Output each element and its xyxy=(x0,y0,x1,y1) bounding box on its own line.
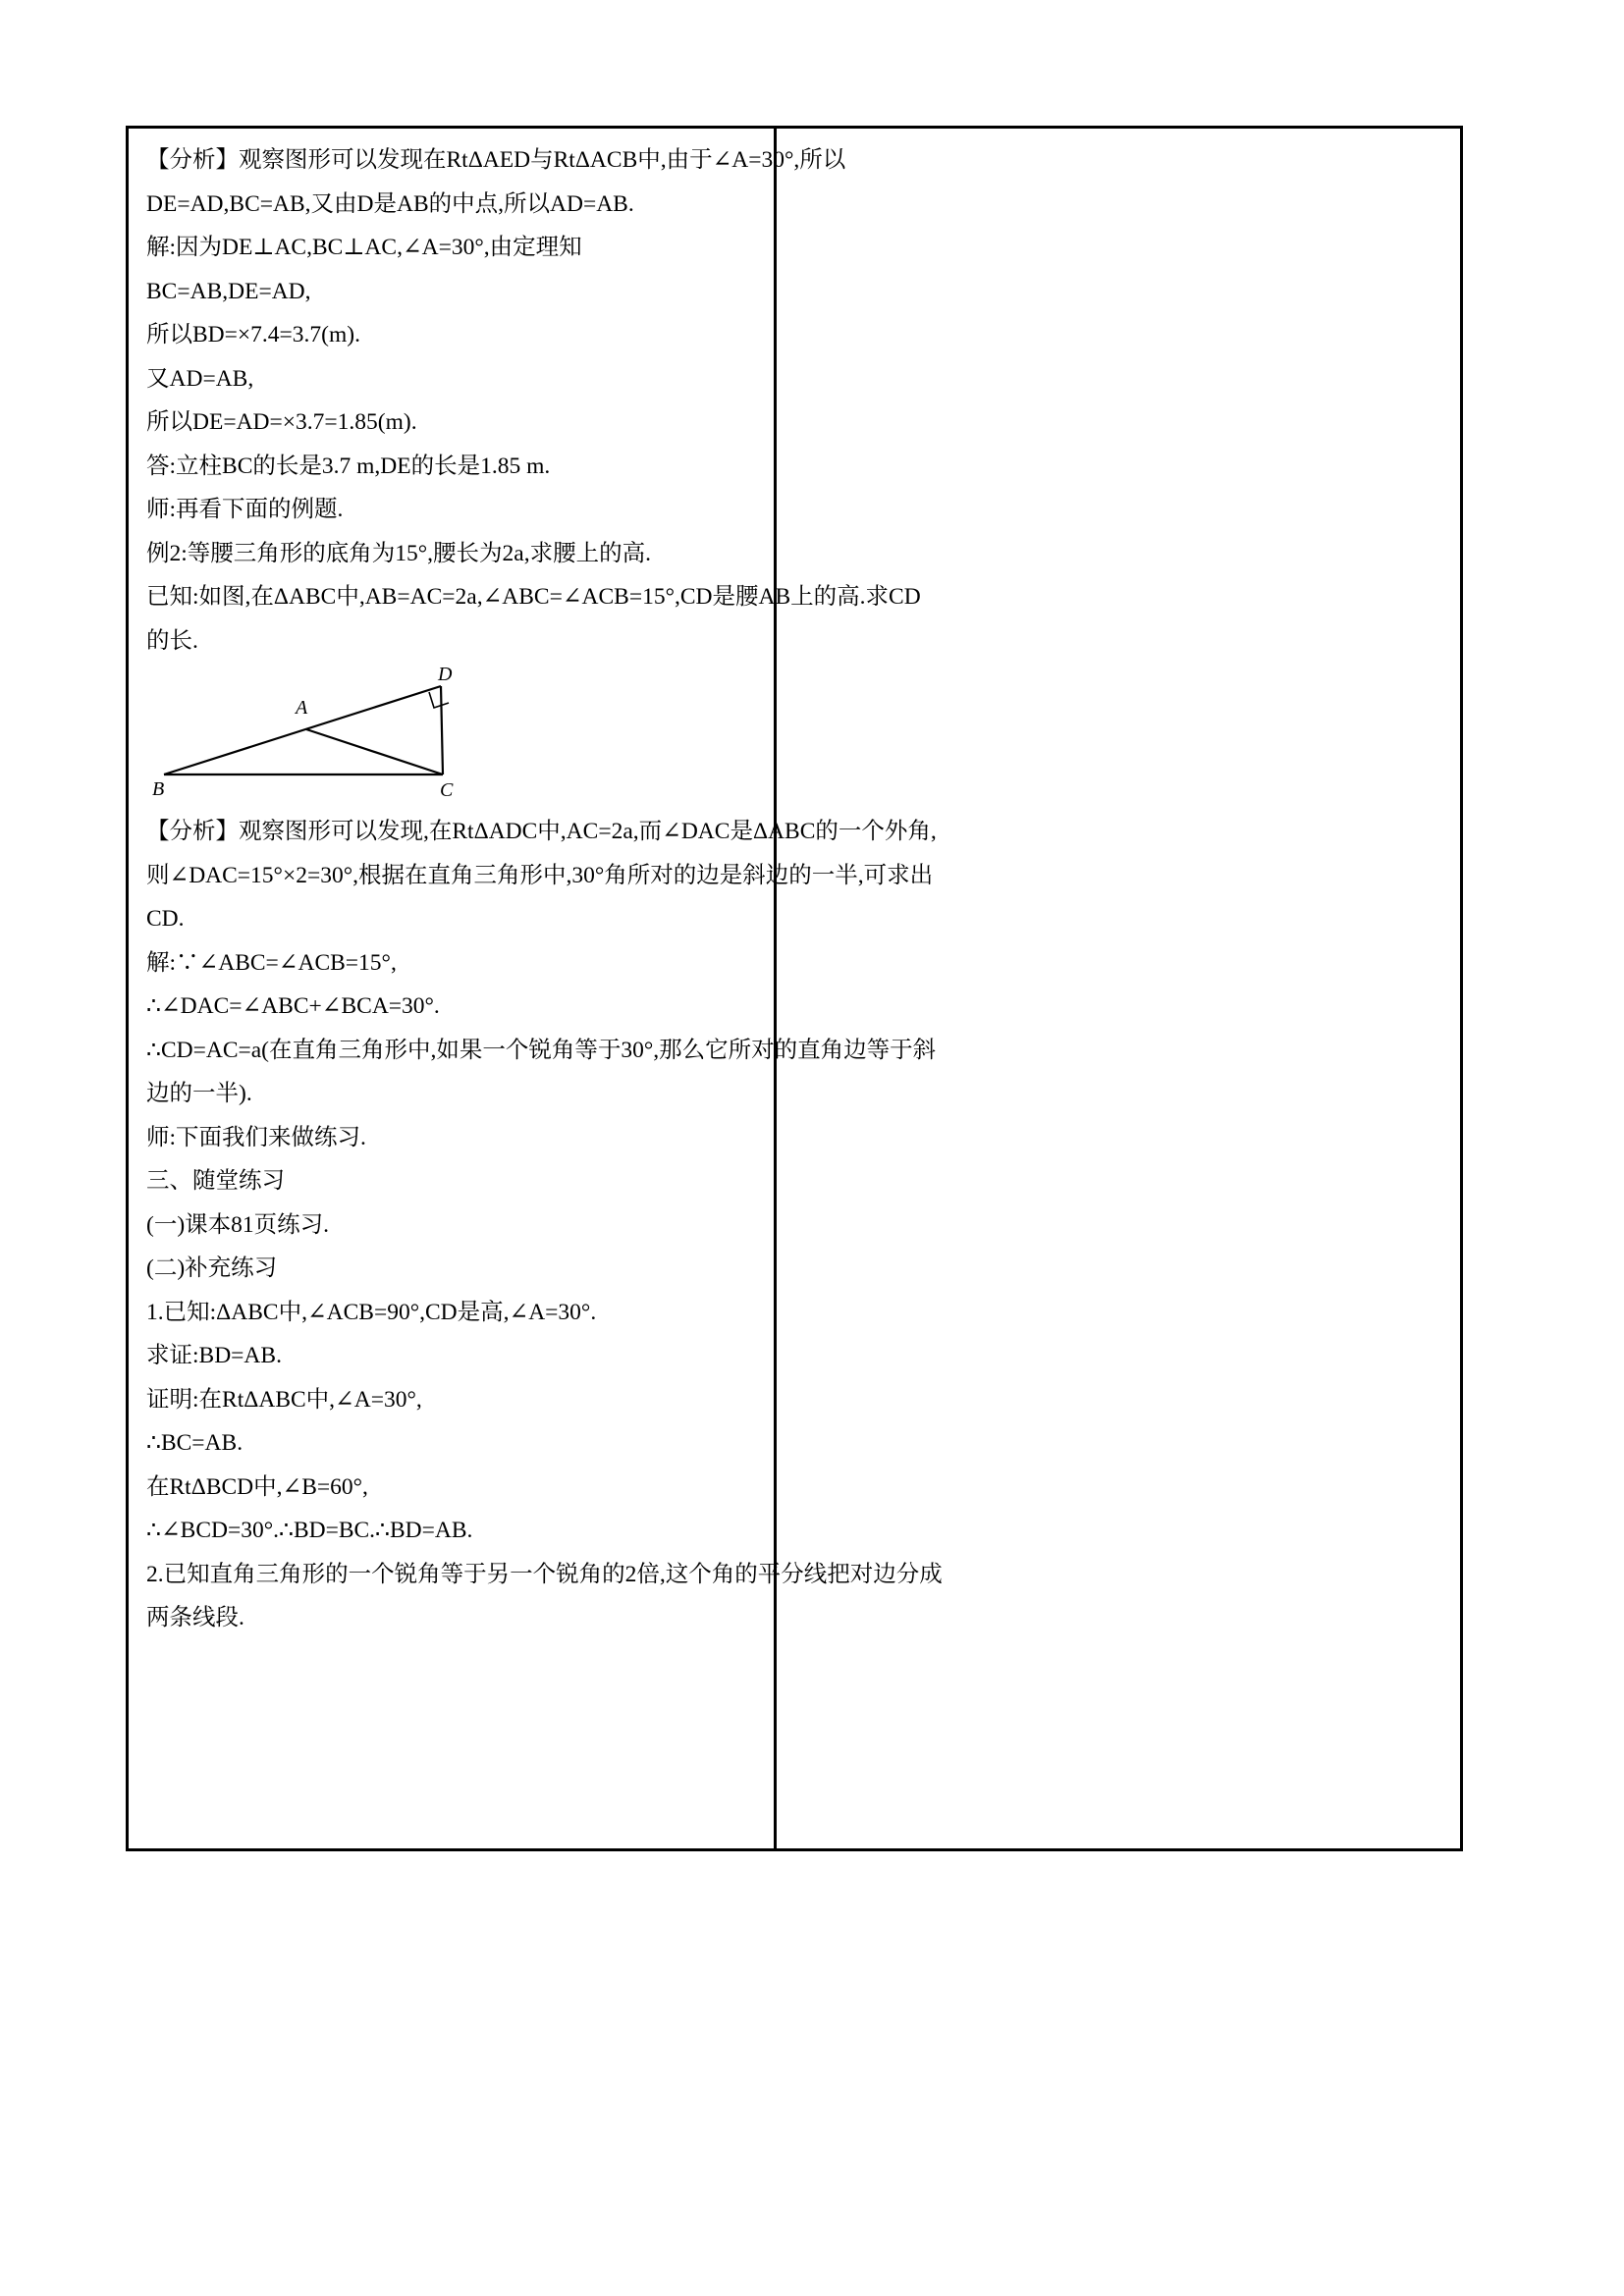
text-line: 边的一半). xyxy=(146,1081,252,1106)
text-line: 解:∵∠ABC=∠ACB=15°, xyxy=(146,949,397,976)
segment-ac xyxy=(306,729,443,774)
segment-dc xyxy=(441,686,443,774)
figure-label-a: A xyxy=(296,697,308,719)
text-line: 所以DE=AD=×3.7=1.85(m). xyxy=(146,409,417,435)
text-line: 的长. xyxy=(146,627,198,654)
text-line: 答:立柱BC的长是3.7 m,DE的长是1.85 m. xyxy=(146,453,551,479)
geometry-figure xyxy=(146,665,760,810)
figure-label-d: D xyxy=(438,665,453,685)
figure-label-c: C xyxy=(440,779,454,801)
right-angle-marker-icon xyxy=(429,692,449,708)
text-line: 师:下面我们来做练习. xyxy=(146,1124,366,1150)
text-line: 两条线段. xyxy=(146,1605,244,1630)
text-line: 解:因为DE⊥AC,BC⊥AC,∠A=30°,由定理知 xyxy=(146,235,582,260)
text-line: 1.已知:ΔABC中,∠ACB=90°,CD是高,∠A=30°. xyxy=(146,1299,597,1325)
text-line: ∴CD=AC=a(在直角三角形中,如果一个锐角等于30°,那么它所对的直角边等于斜 xyxy=(146,1037,937,1063)
text-line: 【分析】观察图形可以发现,在RtΔADC中,AC=2a,而∠DAC是ΔABC的一个外角, xyxy=(146,819,937,844)
text-line: 【分析】观察图形可以发现在RtΔAED与RtΔACB中,由于∠A=30°,所以 xyxy=(146,147,846,173)
text-line: ∴∠DAC=∠ABC+∠BCA=30°. xyxy=(146,993,440,1019)
text-line: 师:再看下面的例题. xyxy=(146,497,344,522)
text-line: 三、随堂练习 xyxy=(146,1168,285,1194)
figure-label-b: B xyxy=(152,778,165,800)
text-line: 求证:BD=AB. xyxy=(146,1343,282,1368)
text-line: (一)课本81页练习. xyxy=(146,1211,330,1238)
text-line: (二)补充练习 xyxy=(146,1255,278,1281)
lesson-plan-table xyxy=(126,126,1463,1851)
text-line: 又AD=AB, xyxy=(146,365,254,392)
text-line: DE=AD,BC=AB,又由D是AB的中点,所以AD=AB. xyxy=(146,190,634,217)
table-side-column xyxy=(777,129,1460,1848)
text-line: 证明:在RtΔABC中,∠A=30°, xyxy=(146,1386,422,1413)
text-line: 在RtΔBCD中,∠B=60°, xyxy=(146,1473,368,1500)
text-line: BC=AB,DE=AD, xyxy=(146,278,311,304)
text-line: 则∠DAC=15°×2=30°,根据在直角三角形中,30°角所对的边是斜边的一半,可求出 xyxy=(146,862,934,888)
text-line: 所以BD=×7.4=3.7(m). xyxy=(146,322,360,347)
table-main-column xyxy=(129,129,943,1848)
text-line: 2.已知直角三角形的一个锐角等于另一个锐角的2倍,这个角的平分线把对边分成 xyxy=(146,1561,943,1587)
triangle-diagram-svg xyxy=(146,665,519,802)
text-line: ∴∠BCD=30°.∴BD=BC.∴BD=AB. xyxy=(146,1518,473,1543)
text-line: CD. xyxy=(146,906,185,932)
text-line: ∴BC=AB. xyxy=(146,1430,244,1456)
text-line: 已知:如图,在ΔABC中,AB=AC=2a,∠ABC=∠ACB=15°,CD是腰AB上的高.求CD xyxy=(146,584,921,610)
text-line: 例2:等腰三角形的底角为15°,腰长为2a,求腰上的高. xyxy=(146,540,651,566)
